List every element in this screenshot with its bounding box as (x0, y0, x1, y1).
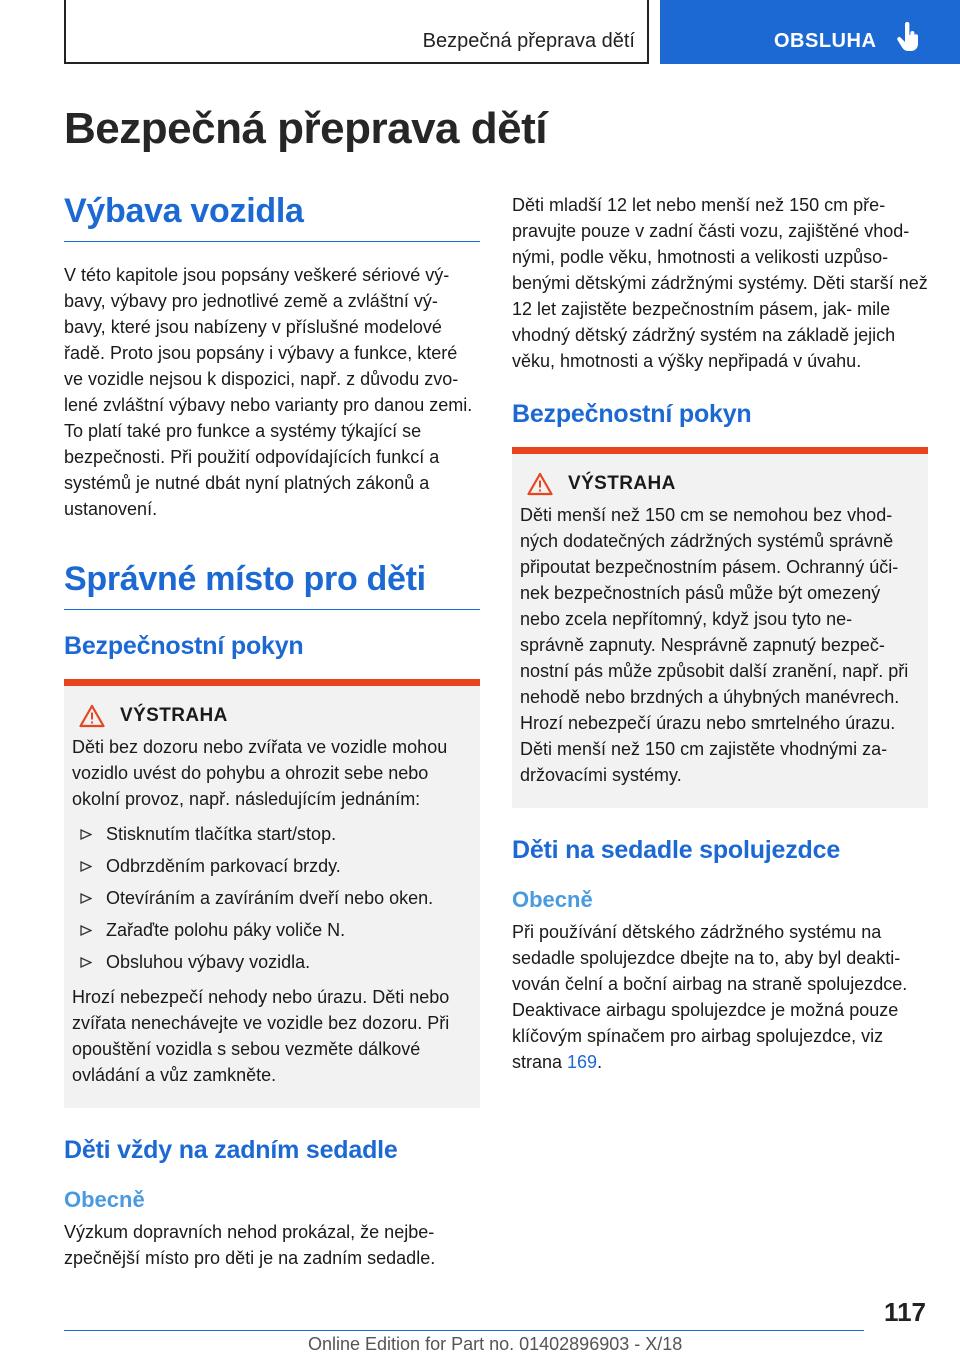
page-link-169[interactable]: 169 (567, 1052, 598, 1072)
header-section-box (64, 0, 649, 64)
list-item: Otevíráním a zavíráním dveří nebo oken. (72, 882, 472, 914)
heading-deti-zadni-sedadlo: Děti vždy na zadním sedadle (64, 1136, 398, 1164)
warning-intro: Děti bez dozoru nebo zvířata ve vozidle mohou vozidlo uvést do pohybu a ohrozit sebe nebo okolní provoz, např. následujícím jednáním: (72, 737, 448, 809)
left-column (64, 192, 480, 1271)
heading-deti-sedadlo-spolujezdce: Děti na sedadle spolujezdce (512, 836, 841, 864)
tab-label: OBSLUHA (774, 30, 877, 52)
list-item: Stisknutím tlačítka start/stop. (72, 818, 472, 850)
triangle-bullet-icon (80, 925, 92, 936)
tab-obsluha[interactable] (660, 0, 960, 64)
page-number: 117 (884, 1297, 926, 1327)
warning-box (64, 679, 480, 1108)
warning-title: VÝSTRAHA (568, 473, 676, 494)
heading-vybava-vozidla: Výbava vozidla (64, 192, 480, 242)
warning-triangle-icon (72, 704, 112, 728)
hand-pointer-icon (896, 22, 922, 52)
warning-list (72, 818, 472, 978)
paragraph-obecne: Výzkum dopravních nehod prokázal, že nejbe- zpečnější místo pro děti je na zadním sedadle. (64, 1222, 436, 1268)
triangle-bullet-icon (80, 893, 92, 904)
list-item: Zařaďte polohu páky voliče N. (72, 914, 472, 946)
heading-spravne-misto: Správné místo pro děti (64, 560, 480, 610)
header-section-title: Bezpečná přeprava dětí (422, 30, 635, 52)
warning-title: VÝSTRAHA (120, 705, 228, 726)
page-title: Bezpečná přeprava dětí (64, 104, 547, 153)
list-item: Obsluhou výbavy vozidla. (72, 946, 472, 978)
warning-triangle-icon (520, 472, 560, 496)
heading-bezpecnostni-pokyn-2: Bezpečnostní pokyn (512, 400, 752, 428)
warning-outro: Hrozí nebezpečí nehody nebo úrazu. Děti nebo zvířata nenechávejte ve vozidle bez dozoru. Při opouštění vozidla s sebou vezměte dálkové ovládání a vůz zamkněte. (72, 987, 450, 1085)
right-column (512, 192, 928, 1075)
triangle-bullet-icon (80, 861, 92, 872)
warning-box-2 (512, 447, 928, 808)
heading-obecne: Obecně (64, 1187, 145, 1212)
triangle-bullet-icon (80, 829, 92, 840)
triangle-bullet-icon (80, 957, 92, 968)
heading-bezpecnostni-pokyn: Bezpečnostní pokyn (64, 632, 304, 660)
heading-obecne-2: Obecně (512, 887, 593, 912)
footer-divider (64, 1330, 864, 1331)
list-item: Odbrzděním parkovací brzdy. (72, 850, 472, 882)
paragraph-mladsi: Děti mladší 12 let nebo menší než 150 cm pře- pravujte pouze v zadní části vozu, zajištěné vhod- nými, podle věku, hmotnosti a velikosti uzpůso- benými dětskými zádržnými systémy. Děti starší než 12 let zajistěte bezpečnostním pásem, jak- mile vhodný dětský zádržný systém na základě jejich věku, hmotnosti a výšky nepřipadá v úvahu. (512, 195, 928, 371)
warning-text: Děti menší než 150 cm se nemohou bez vhod- ných dodatečných zádržných systémů správně připoutat bezpečnostním pásem. Ochranný úči- nek bezpečnostních pásů může být omezený nebo zcela nepřítomný, když jsou tyto ne- správně zapnuty. Nesprávně zapnutý bezpeč- nostní pás může způsobit další zranění, např. při nehodě nebo brzdných a úhybných manévrech. Hrozí nebezpečí úrazu nebo smrtelného úrazu. Děti menší než 150 cm zajistěte vhodnými za- držovacími systémy. (520, 505, 909, 785)
footer-edition-text: Online Edition for Part no. 01402896903 - X/18 (308, 1334, 683, 1354)
paragraph-vybava: V této kapitole jsou popsány veškeré sériové vý- bavy, výbavy pro jednotlivé země a zvláštní vý- bavy, které jsou nabízeny v příslušné modelové řadě. Proto jsou popsány i výbavy a funkce, které ve vozidle nejsou k dispozici, např. z důvodu zvo- lené zvláštní výbavy nebo varianty pro danou zemi. To platí také pro funkce a systémy týkající se bezpečnosti. Při použití odpovídajících funkcí a systémů je nutné dbát nyní platných zákonů a ustanovení. (64, 265, 473, 519)
paragraph-obecne-2: Při používání dětského zádržného systému na sedadle spolujezdce dbejte na to, aby byl deakti- vován čelní a boční airbag na straně spolujezdce. Deaktivace airbagu spolujezdce je možná pouze klíčovým spínačem pro airbag spolujezdce, viz strana 169. (512, 922, 908, 1072)
